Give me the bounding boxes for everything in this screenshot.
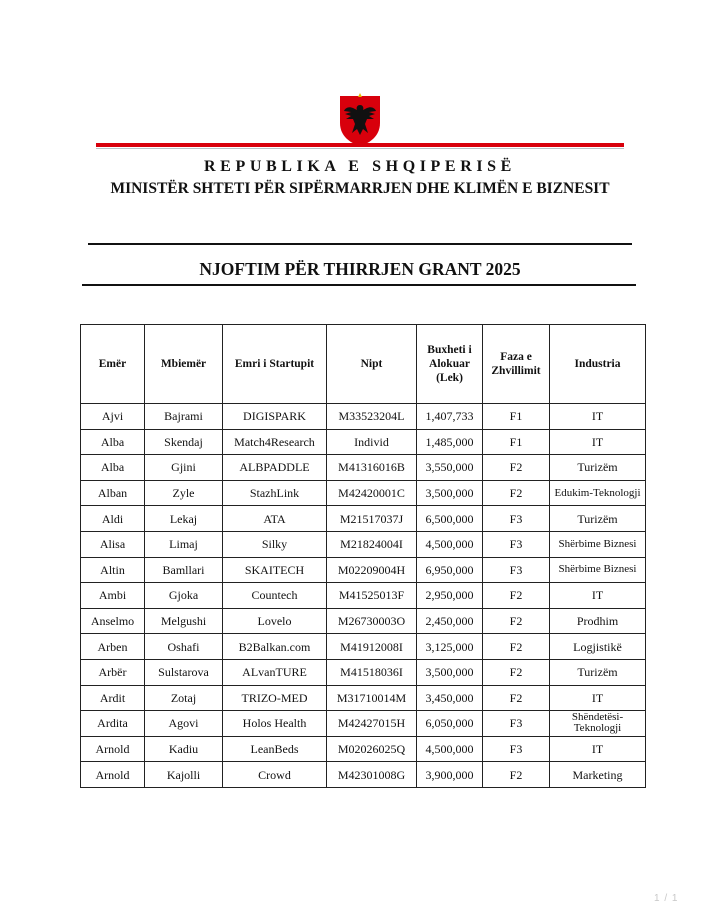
nipt-cell: Individ bbox=[327, 429, 417, 455]
last-name-cell: Bajrami bbox=[145, 404, 223, 430]
table-row bbox=[81, 685, 646, 711]
first-name-cell: Ajvi bbox=[81, 404, 145, 430]
table-row bbox=[81, 506, 646, 532]
col-header-phase: Faza e Zhvillimit bbox=[483, 325, 550, 404]
industry-cell: IT bbox=[550, 685, 646, 711]
nipt-cell: M33523204L bbox=[327, 404, 417, 430]
phase-cell: F3 bbox=[483, 711, 550, 737]
notice-title: NJOFTIM PËR THIRRJEN GRANT 2025 bbox=[199, 259, 521, 279]
last-name-cell: Gjoka bbox=[145, 583, 223, 609]
nipt-cell: M41518036I bbox=[327, 659, 417, 685]
phase-cell: F2 bbox=[483, 480, 550, 506]
divider-line bbox=[88, 243, 632, 245]
industry-cell: IT bbox=[550, 429, 646, 455]
last-name-cell: Sulstarova bbox=[145, 659, 223, 685]
last-name-cell: Melgushi bbox=[145, 608, 223, 634]
startup-name-cell: DIGISPARK bbox=[223, 404, 327, 430]
phase-cell: F1 bbox=[483, 429, 550, 455]
startup-name-cell: StazhLink bbox=[223, 480, 327, 506]
startup-name-cell: B2Balkan.com bbox=[223, 634, 327, 660]
title-underline bbox=[82, 284, 636, 286]
industry-cell: Shërbime Biznesi bbox=[550, 531, 646, 557]
startup-name-cell: TRIZO-MED bbox=[223, 685, 327, 711]
industry-cell: Prodhim bbox=[550, 608, 646, 634]
phase-cell: F2 bbox=[483, 455, 550, 481]
last-name-cell: Lekaj bbox=[145, 506, 223, 532]
first-name-cell: Aldi bbox=[81, 506, 145, 532]
grants-table bbox=[80, 324, 646, 788]
table-row bbox=[81, 659, 646, 685]
last-name-cell: Zyle bbox=[145, 480, 223, 506]
startup-name-cell: SKAITECH bbox=[223, 557, 327, 583]
budget-cell: 2,950,000 bbox=[417, 583, 483, 609]
col-header-startup: Emri i Startupit bbox=[223, 325, 327, 404]
nipt-cell: M02209004H bbox=[327, 557, 417, 583]
table-row bbox=[81, 608, 646, 634]
nipt-cell: M26730003O bbox=[327, 608, 417, 634]
phase-cell: F3 bbox=[483, 531, 550, 557]
last-name-cell: Bamllari bbox=[145, 557, 223, 583]
first-name-cell: Anselmo bbox=[81, 608, 145, 634]
last-name-cell: Kadiu bbox=[145, 736, 223, 762]
startup-name-cell: Silky bbox=[223, 531, 327, 557]
table-row bbox=[81, 557, 646, 583]
nipt-cell: M21824004I bbox=[327, 531, 417, 557]
nipt-cell: M41912008I bbox=[327, 634, 417, 660]
first-name-cell: Alba bbox=[81, 455, 145, 481]
first-name-cell: Altin bbox=[81, 557, 145, 583]
budget-cell: 3,450,000 bbox=[417, 685, 483, 711]
budget-cell: 3,500,000 bbox=[417, 659, 483, 685]
industry-cell: Turizëm bbox=[550, 506, 646, 532]
industry-cell: Logjistikë bbox=[550, 634, 646, 660]
table-row bbox=[81, 429, 646, 455]
phase-cell: F2 bbox=[483, 634, 550, 660]
phase-cell: F1 bbox=[483, 404, 550, 430]
budget-cell: 4,500,000 bbox=[417, 531, 483, 557]
phase-cell: F2 bbox=[483, 608, 550, 634]
industry-cell: Shëndetësi-Teknologji bbox=[550, 711, 646, 737]
budget-cell: 1,407,733 bbox=[417, 404, 483, 430]
col-header-industry: Industria bbox=[550, 325, 646, 404]
startup-name-cell: ATA bbox=[223, 506, 327, 532]
phase-cell: F2 bbox=[483, 762, 550, 788]
budget-cell: 6,950,000 bbox=[417, 557, 483, 583]
startup-name-cell: Countech bbox=[223, 583, 327, 609]
last-name-cell: Oshafi bbox=[145, 634, 223, 660]
startup-name-cell: ALvanTURE bbox=[223, 659, 327, 685]
industry-cell: IT bbox=[550, 404, 646, 430]
last-name-cell: Skendaj bbox=[145, 429, 223, 455]
phase-cell: F3 bbox=[483, 506, 550, 532]
startup-name-cell: ALBPADDLE bbox=[223, 455, 327, 481]
budget-cell: 4,500,000 bbox=[417, 736, 483, 762]
last-name-cell: Gjini bbox=[145, 455, 223, 481]
budget-cell: 3,550,000 bbox=[417, 455, 483, 481]
col-header-mbiemer: Mbiemër bbox=[145, 325, 223, 404]
first-name-cell: Ambi bbox=[81, 583, 145, 609]
republic-heading: REPUBLIKA E SHQIPERISË bbox=[204, 158, 516, 175]
table-row bbox=[81, 480, 646, 506]
first-name-cell: Alban bbox=[81, 480, 145, 506]
phase-cell: F2 bbox=[483, 659, 550, 685]
table-row bbox=[81, 583, 646, 609]
first-name-cell: Arnold bbox=[81, 736, 145, 762]
header-grey-rule bbox=[96, 148, 624, 149]
table-row bbox=[81, 762, 646, 788]
table-row bbox=[81, 404, 646, 430]
budget-cell: 6,500,000 bbox=[417, 506, 483, 532]
ministry-heading: MINISTËR SHTETI PËR SIPËRMARRJEN DHE KLIMËN E BIZNESIT bbox=[110, 180, 610, 197]
col-header-nipt: Nipt bbox=[327, 325, 417, 404]
budget-cell: 2,450,000 bbox=[417, 608, 483, 634]
industry-cell: Shërbime Biznesi bbox=[550, 557, 646, 583]
phase-cell: F2 bbox=[483, 583, 550, 609]
budget-cell: 3,500,000 bbox=[417, 480, 483, 506]
first-name-cell: Ardita bbox=[81, 711, 145, 737]
table-body bbox=[81, 404, 646, 788]
nipt-cell: M41525013F bbox=[327, 583, 417, 609]
industry-cell: IT bbox=[550, 736, 646, 762]
first-name-cell: Arben bbox=[81, 634, 145, 660]
table-header-row bbox=[81, 325, 646, 404]
last-name-cell: Agovi bbox=[145, 711, 223, 737]
albanian-eagle-emblem-icon bbox=[338, 93, 382, 147]
page-number: 1 / 1 bbox=[654, 893, 679, 904]
last-name-cell: Zotaj bbox=[145, 685, 223, 711]
last-name-cell: Limaj bbox=[145, 531, 223, 557]
table-row bbox=[81, 711, 646, 737]
industry-cell: Marketing bbox=[550, 762, 646, 788]
col-header-budget: Buxheti i Alokuar (Lek) bbox=[417, 325, 483, 404]
first-name-cell: Ardit bbox=[81, 685, 145, 711]
phase-cell: F3 bbox=[483, 736, 550, 762]
startup-name-cell: Lovelo bbox=[223, 608, 327, 634]
table-row bbox=[81, 634, 646, 660]
table-row bbox=[81, 736, 646, 762]
nipt-cell: M42301008G bbox=[327, 762, 417, 788]
nipt-cell: M02026025Q bbox=[327, 736, 417, 762]
nipt-cell: M41316016B bbox=[327, 455, 417, 481]
first-name-cell: Alba bbox=[81, 429, 145, 455]
startup-name-cell: LeanBeds bbox=[223, 736, 327, 762]
table-row bbox=[81, 455, 646, 481]
industry-cell: Edukim-Teknologji bbox=[550, 480, 646, 506]
startup-name-cell: Crowd bbox=[223, 762, 327, 788]
nipt-cell: M42420001C bbox=[327, 480, 417, 506]
budget-cell: 3,900,000 bbox=[417, 762, 483, 788]
industry-cell: Turizëm bbox=[550, 659, 646, 685]
table-row bbox=[81, 531, 646, 557]
col-header-emer: Emër bbox=[81, 325, 145, 404]
budget-cell: 3,125,000 bbox=[417, 634, 483, 660]
header-red-rule bbox=[96, 143, 624, 147]
startup-name-cell: Match4Research bbox=[223, 429, 327, 455]
nipt-cell: M31710014M bbox=[327, 685, 417, 711]
industry-cell: Turizëm bbox=[550, 455, 646, 481]
budget-cell: 1,485,000 bbox=[417, 429, 483, 455]
first-name-cell: Alisa bbox=[81, 531, 145, 557]
last-name-cell: Kajolli bbox=[145, 762, 223, 788]
industry-cell: IT bbox=[550, 583, 646, 609]
first-name-cell: Arnold bbox=[81, 762, 145, 788]
nipt-cell: M21517037J bbox=[327, 506, 417, 532]
nipt-cell: M42427015H bbox=[327, 711, 417, 737]
startup-name-cell: Holos Health bbox=[223, 711, 327, 737]
phase-cell: F2 bbox=[483, 685, 550, 711]
first-name-cell: Arbër bbox=[81, 659, 145, 685]
phase-cell: F3 bbox=[483, 557, 550, 583]
budget-cell: 6,050,000 bbox=[417, 711, 483, 737]
